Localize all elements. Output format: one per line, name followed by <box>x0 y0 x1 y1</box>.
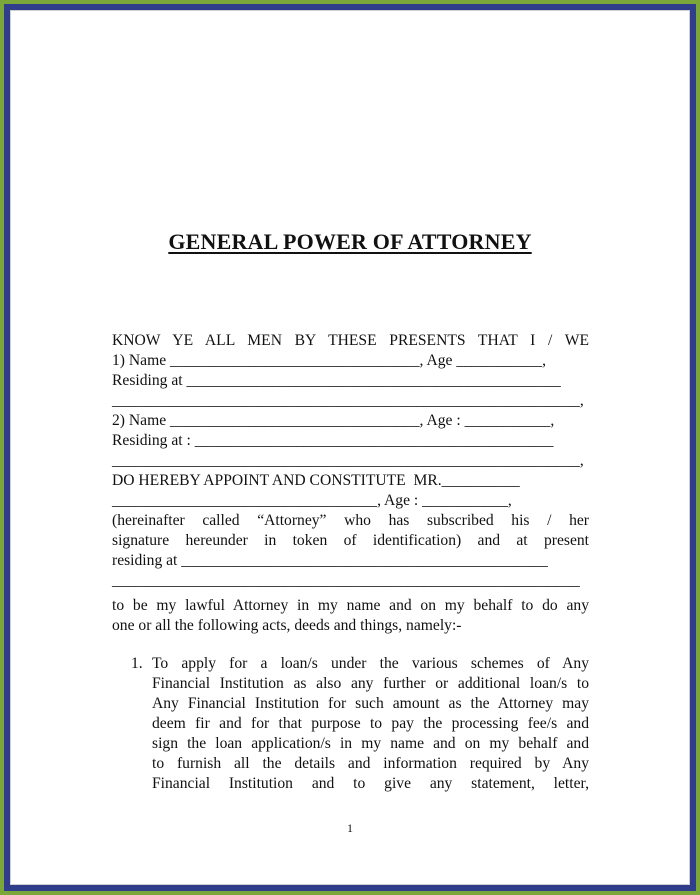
list-item-line: Financial Institution as also any further or additional loan/s to <box>152 675 589 692</box>
document-frame-inner <box>4 4 696 891</box>
signature-line: signature hereunder in token of identification) and at present <box>112 532 589 549</box>
list-item-line: Any Financial Institution for such amount as the Attorney may <box>152 695 589 712</box>
residing-1-line: Residing at ________________________________________________ <box>112 372 561 389</box>
list-item-line: sign the loan application/s in my name and on my behalf and <box>152 735 589 752</box>
attorney-description-line: (hereinafter called “Attorney” who has subscribed his / her <box>112 512 589 529</box>
list-item-line: deem fir and for that purpose to pay the processing fee/s and <box>152 715 589 732</box>
list-item-number: 1. <box>131 655 143 672</box>
name-2-line: 2) Name ________________________________, Age : ___________, <box>112 412 555 429</box>
residing-2-continuation: ____________________________________________________________, <box>112 452 584 469</box>
list-item-line: Financial Institution and to give any statement, letter, <box>152 775 589 792</box>
attorney-residing-continuation: ____________________________________________________________ <box>112 572 580 589</box>
list-item-line: To apply for a loan/s under the various schemes of Any <box>152 655 589 672</box>
lawful-attorney-line: to be my lawful Attorney in my name and on my behalf to do any <box>112 597 589 614</box>
acts-deeds-line: one or all the following acts, deeds and things, namely:- <box>112 617 462 634</box>
list-item-line: to furnish all the details and information required by Any <box>152 755 589 772</box>
page-number: 1 <box>347 821 353 835</box>
residing-2-line: Residing at : ______________________________________________ <box>112 432 554 449</box>
residing-1-continuation: ____________________________________________________________, <box>112 392 584 409</box>
document-page <box>10 10 690 885</box>
attorney-residing-line: residing at _______________________________________________ <box>112 552 548 569</box>
appoint-line: DO HEREBY APPOINT AND CONSTITUTE MR.__________ <box>112 472 520 489</box>
attorney-name-line: __________________________________, Age : ___________, <box>112 492 512 509</box>
name-1-line: 1) Name ________________________________, Age ___________, <box>112 352 546 369</box>
intro-line: KNOW YE ALL MEN BY THESE PRESENTS THAT I / WE <box>112 332 589 349</box>
document-title: GENERAL POWER OF ATTORNEY <box>168 229 532 254</box>
